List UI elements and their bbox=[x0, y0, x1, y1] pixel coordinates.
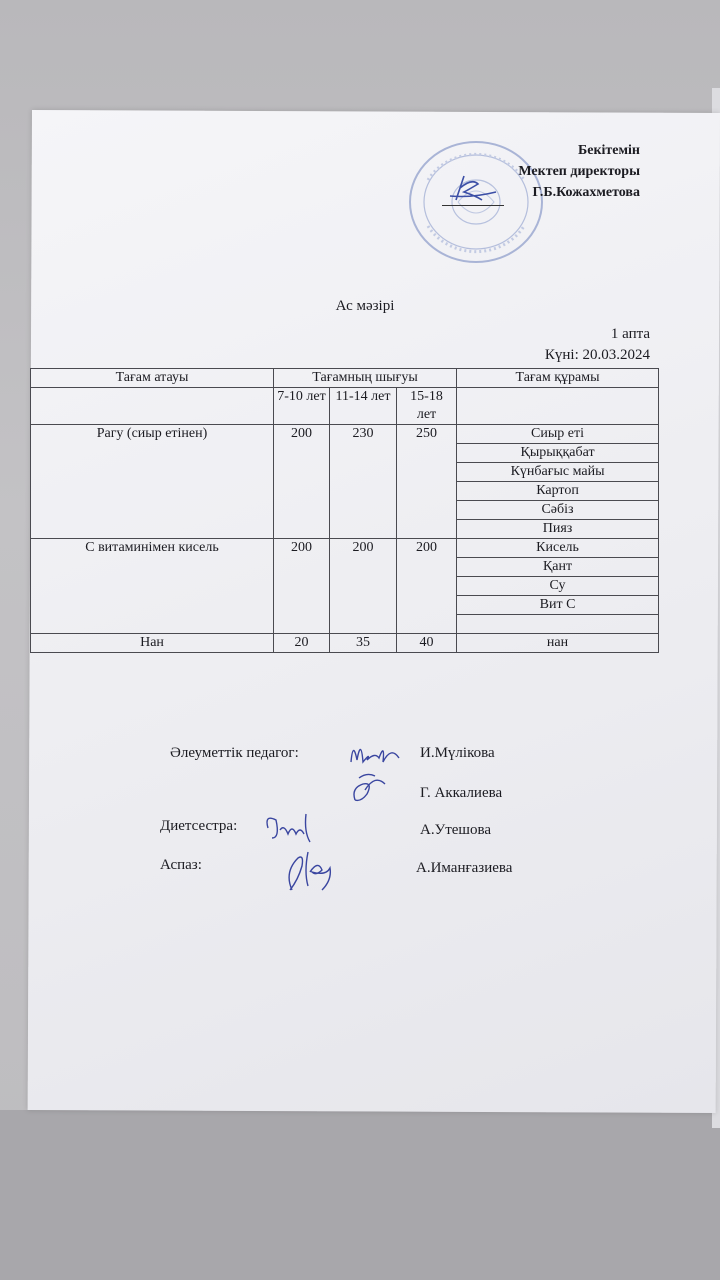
output-cell: 200 bbox=[397, 539, 457, 634]
header-output: Тағамның шығуы bbox=[274, 369, 457, 388]
header-composition: Тағам құрамы bbox=[457, 369, 659, 388]
table-row bbox=[31, 425, 659, 444]
table-row bbox=[31, 634, 659, 653]
week-label: 1 апта bbox=[610, 326, 650, 342]
dish-name-cell: С витаминімен кисель bbox=[31, 539, 274, 634]
signature-name: А.Утешова bbox=[420, 822, 492, 838]
table-header-row bbox=[31, 369, 659, 388]
table-row bbox=[31, 539, 659, 558]
ingredient-cell: Қант bbox=[457, 558, 659, 577]
dish-name-cell: Нан bbox=[31, 634, 274, 653]
date-label: Күні: 20.03.2024 bbox=[544, 347, 650, 363]
ingredient-cell: Су bbox=[457, 577, 659, 596]
output-cell: 250 bbox=[397, 425, 457, 539]
output-cell: 200 bbox=[274, 539, 330, 634]
menu-table bbox=[30, 368, 659, 653]
age-group-cell: 11-14 лет bbox=[330, 388, 397, 425]
approval-line-3: Г.Б.Кожахметова bbox=[532, 185, 640, 200]
ingredient-cell: Кисель bbox=[457, 539, 659, 558]
header-dish-name: Тағам атауы bbox=[31, 369, 274, 388]
signature-name: А.Иманғазиева bbox=[416, 860, 513, 876]
ingredient-cell: Пияз bbox=[457, 520, 659, 539]
approval-line-1: Бекітемін bbox=[577, 143, 640, 158]
output-cell: 200 bbox=[330, 539, 397, 634]
output-cell: 35 bbox=[330, 634, 397, 653]
signature-line bbox=[442, 205, 504, 206]
ingredient-cell: Сиыр еті bbox=[457, 425, 659, 444]
signature-role: Аспаз: bbox=[160, 857, 202, 873]
handwritten-signature-icon bbox=[345, 770, 391, 806]
ingredient-cell: Вит С bbox=[457, 596, 659, 615]
signature-role: Әлеуметтік педагог: bbox=[170, 745, 299, 761]
ingredient-cell: Күнбағыс майы bbox=[457, 463, 659, 482]
handwritten-signature-icon bbox=[345, 732, 405, 772]
signature-name: Г. Аккалиева bbox=[420, 785, 503, 801]
signature-name: И.Мүлікова bbox=[420, 745, 495, 761]
approval-line-2: Мектеп директоры bbox=[518, 164, 640, 179]
age-group-cell: 7-10 лет bbox=[274, 388, 330, 425]
ingredient-cell: Қырыққабат bbox=[457, 444, 659, 463]
output-cell: 40 bbox=[397, 634, 457, 653]
ingredient-cell: Картоп bbox=[457, 482, 659, 501]
ingredient-cell: Сәбіз bbox=[457, 501, 659, 520]
handwritten-signature-icon bbox=[282, 846, 338, 894]
approval-block bbox=[470, 140, 640, 203]
signature-role: Диетсестра: bbox=[160, 818, 238, 834]
output-cell: 200 bbox=[274, 425, 330, 539]
document-title: Ас мәзірі bbox=[335, 298, 395, 314]
table-subheader-row bbox=[31, 388, 659, 425]
output-cell: 230 bbox=[330, 425, 397, 539]
ingredient-cell: нан bbox=[457, 634, 659, 653]
handwritten-signature-icon bbox=[262, 808, 322, 848]
dish-name-cell: Рагу (сиыр етінен) bbox=[31, 425, 274, 539]
output-cell: 20 bbox=[274, 634, 330, 653]
table-surface bbox=[0, 1110, 720, 1280]
ingredient-cell bbox=[457, 615, 659, 634]
age-group-cell: 15-18 лет bbox=[397, 388, 457, 425]
